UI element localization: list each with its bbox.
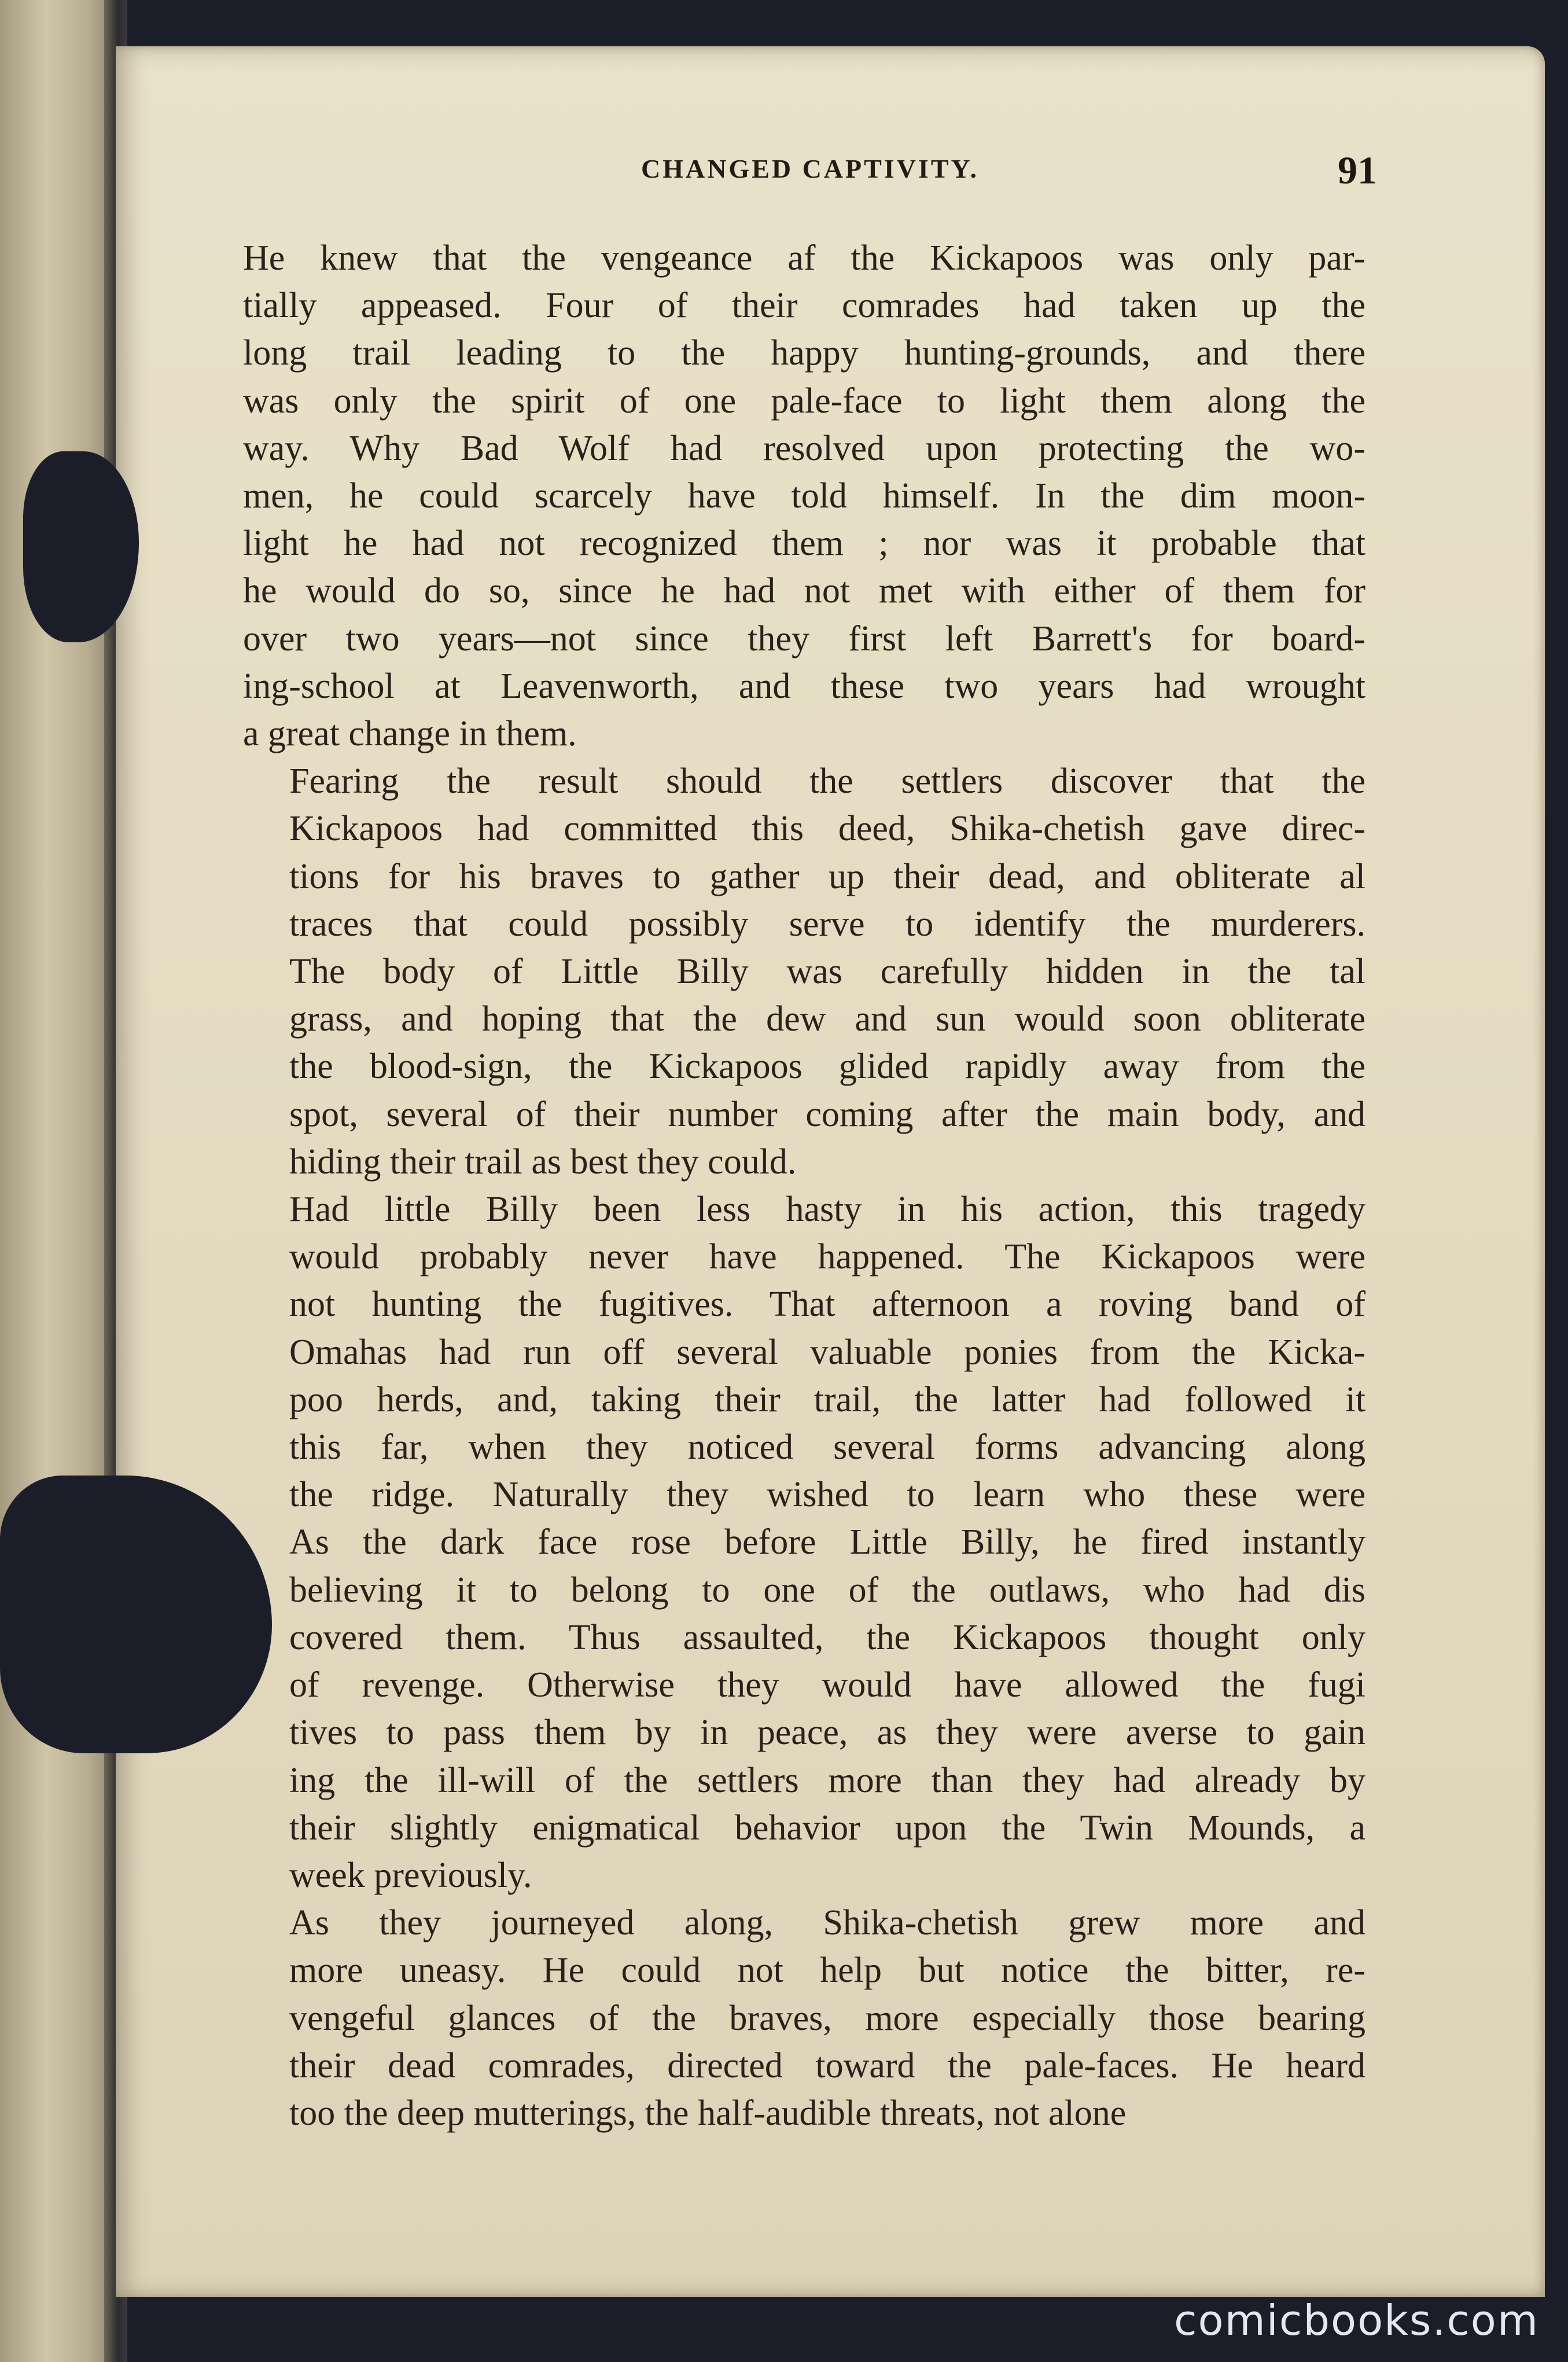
text-line: hiding their trail as best they could.: [289, 1142, 797, 1182]
page-number: 91: [1338, 148, 1377, 192]
paragraph: [243, 1186, 1365, 1899]
paragraph: [243, 1899, 1365, 2137]
text-line: As they journeyed along, Shika-chetish grew more and: [289, 1903, 1365, 1943]
text-line: tially appeased. Four of their comrades had taken up the: [243, 286, 1365, 326]
text-line: traces that could possibly serve to identify the murderers.: [289, 904, 1365, 944]
text-line: As the dark face rose before Little Billy, he fired instantly: [289, 1522, 1365, 1562]
text-line: The body of Little Billy was carefully hidden in the tal: [289, 952, 1365, 992]
text-line: light he had not recognized them ; nor was it probable that: [243, 524, 1365, 564]
paragraph: [243, 757, 1365, 1186]
text-line: he would do so, since he had not met with either of them for: [243, 571, 1365, 611]
paragraph: [243, 234, 1365, 757]
text-line: ing the ill-will of the settlers more than they had already by: [289, 1760, 1365, 1800]
text-line: ing-school at Leavenworth, and these two years had wrought: [243, 666, 1365, 706]
text-line: tives to pass them by in peace, as they were averse to gain: [289, 1713, 1365, 1753]
text-line: their dead comrades, directed toward the pale-faces. He heard: [289, 2045, 1365, 2085]
text-line: vengeful glances of the braves, more especially those bearing: [289, 1998, 1365, 2038]
watermark: comicbooks.com: [1173, 2296, 1539, 2345]
text-line: men, he could scarcely have told himself. In the dim moon-: [243, 476, 1365, 516]
text-line: poo herds, and, taking their trail, the latter had followed it: [289, 1379, 1365, 1419]
text-line: a great change in them.: [243, 714, 577, 754]
text-line: was only the spirit of one pale-face to light them along the: [243, 381, 1365, 421]
text-line: over two years—not since they first left Barrett's for board-: [243, 619, 1365, 658]
text-line: He knew that the vengeance af the Kickapoos was only par-: [243, 238, 1365, 278]
text-line: too the deep mutterings, the half-audible threats, not alone: [289, 2093, 1127, 2133]
text-line: this far, when they noticed several forms advancing along: [289, 1427, 1365, 1467]
text-line: of revenge. Otherwise they would have allowed the fugi: [289, 1665, 1365, 1705]
running-head: CHANGED CAPTIVITY.: [641, 154, 980, 183]
binding-edge: [0, 0, 116, 2362]
text-line: way. Why Bad Wolf had resolved upon protecting the wo-: [243, 428, 1365, 468]
text-line: grass, and hoping that the dew and sun would soon obliterate: [289, 999, 1365, 1039]
text-line: tions for his braves to gather up their dead, and obliterate al: [289, 856, 1365, 896]
text-line: the ridge. Naturally they wished to learn who these were: [289, 1475, 1365, 1515]
page-header: [243, 148, 1377, 200]
text-line: Kickapoos had committed this deed, Shika-chetish gave direc-: [289, 809, 1365, 849]
text-line: their slightly enigmatical behavior upon the Twin Mounds, a: [289, 1808, 1365, 1848]
text-line: the blood-sign, the Kickapoos glided rapidly away from the: [289, 1047, 1365, 1087]
text-line: not hunting the fugitives. That afternoon a roving band of: [289, 1285, 1365, 1325]
text-line: spot, several of their number coming after the main body, and: [289, 1094, 1365, 1134]
text-line: week previously.: [289, 1855, 532, 1895]
body-text: [243, 234, 1365, 2137]
text-line: would probably never have happened. The Kickapoos were: [289, 1237, 1365, 1277]
text-line: covered them. Thus assaulted, the Kickapoos thought only: [289, 1617, 1365, 1657]
text-line: long trail leading to the happy hunting-grounds, and there: [243, 333, 1365, 373]
text-line: Omahas had run off several valuable ponies from the Kicka-: [289, 1332, 1365, 1372]
text-line: more uneasy. He could not help but notice the bitter, re-: [289, 1951, 1365, 1991]
text-line: believing it to belong to one of the outlaws, who had dis: [289, 1570, 1365, 1610]
text-line: Fearing the result should the settlers discover that the: [289, 761, 1365, 801]
text-line: Had little Billy been less hasty in his action, this tragedy: [289, 1190, 1365, 1230]
